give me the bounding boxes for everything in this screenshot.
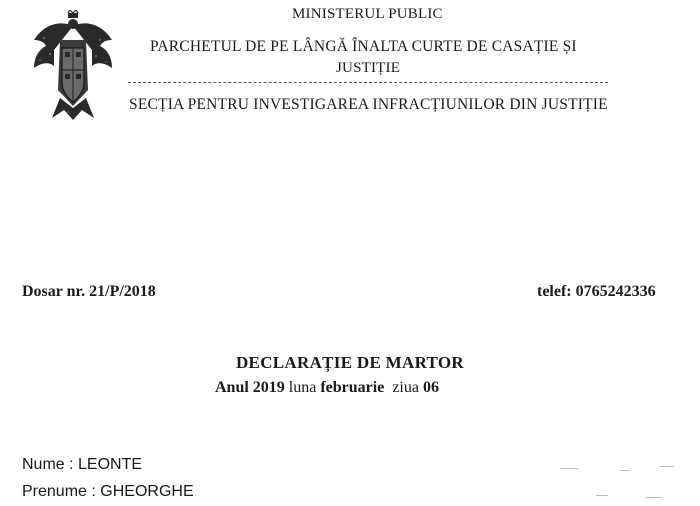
scan-speck bbox=[596, 495, 608, 496]
first-name-value: GHEORGHE bbox=[100, 483, 194, 500]
document-title: DECLARAȚIE DE MARTOR bbox=[235, 353, 464, 372]
section-name: SECȚIA PENTRU INVESTIGAREA INFRACȚIUNILOR DIN JUSTIȚIE bbox=[129, 96, 608, 113]
date-month-label: luna bbox=[288, 379, 317, 396]
date-year-value: 2019 bbox=[252, 379, 285, 396]
declaration-date bbox=[215, 379, 439, 397]
phone-number: telef: 0765242336 bbox=[537, 283, 656, 300]
surname-label: Nume : bbox=[22, 456, 74, 473]
date-day-value: 06 bbox=[422, 379, 439, 396]
date-year-label: Anul bbox=[215, 379, 249, 396]
coat-of-arms-icon bbox=[30, 10, 116, 122]
scan-speck bbox=[646, 497, 662, 498]
first-name-field bbox=[22, 483, 194, 501]
date-month-value: februarie bbox=[320, 379, 385, 396]
surname-value: LEONTE bbox=[78, 456, 143, 473]
header-divider bbox=[128, 82, 608, 83]
surname-field bbox=[22, 456, 142, 474]
scan-speck bbox=[660, 466, 674, 467]
scan-speck bbox=[560, 468, 578, 469]
institution-name-line-1: PARCHETUL DE PE LÂNGĂ ÎNALTA CURTE DE CASAȚIE ȘI bbox=[150, 38, 577, 55]
ministry-name: MINISTERUL PUBLIC bbox=[292, 6, 443, 22]
case-number: Dosar nr. 21/P/2018 bbox=[22, 283, 156, 300]
first-name-label: Prenume : bbox=[22, 483, 96, 500]
date-day-label: ziua bbox=[392, 379, 419, 396]
scan-speck bbox=[620, 470, 630, 471]
institution-name-line-2: JUSTIȚIE bbox=[336, 60, 401, 76]
